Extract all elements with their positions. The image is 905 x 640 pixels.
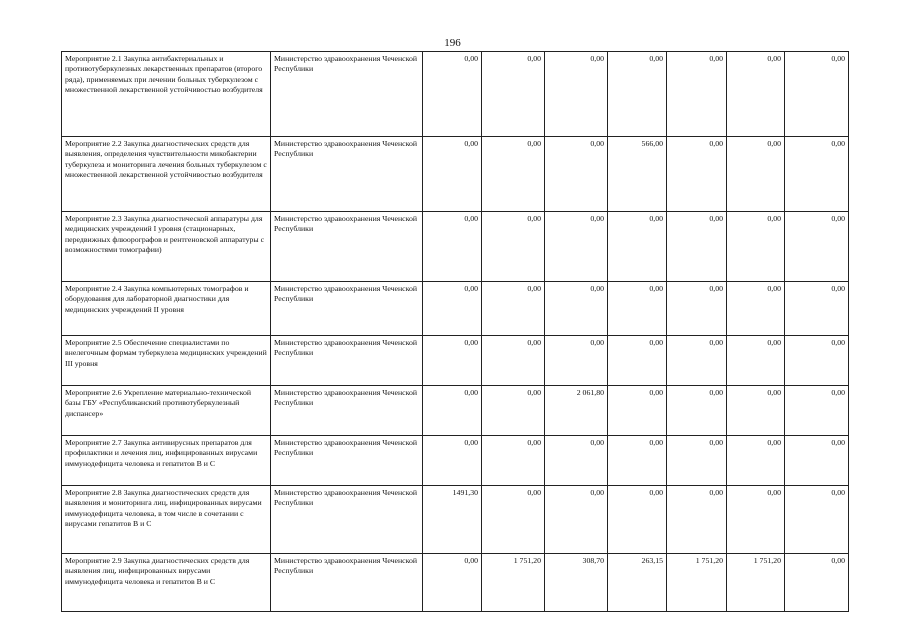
- executor-cell: Министерство здравоохранения Чеченской Республики: [271, 137, 423, 212]
- measure-description-cell: Мероприятие 2.1 Закупка антибактериальных и противотуберкулезных лекарственных препаратов (второго ряда), применяемых при лечении больных туберкулезом с множественной лекарственной устойчивостью возбудителя: [62, 52, 271, 137]
- funding-value-cell: 0,00: [482, 282, 545, 336]
- funding-value-cell: 0,00: [608, 52, 667, 137]
- funding-value-cell: 1 751,20: [667, 554, 727, 612]
- funding-value-cell: 0,00: [482, 336, 545, 386]
- funding-value-cell: 2 061,80: [545, 386, 608, 436]
- funding-value-cell: 0,00: [545, 137, 608, 212]
- table-row: [62, 137, 849, 212]
- executor-cell: Министерство здравоохранения Чеченской Республики: [271, 52, 423, 137]
- funding-value-cell: 0,00: [785, 137, 849, 212]
- funding-value-cell: 0,00: [785, 212, 849, 282]
- measure-description-cell: Мероприятие 2.3 Закупка диагностической аппаратуры для медицинских учреждений I уровня (стационарных, передвижных флюорографов и рентгеновской аппаратуры с возможностями томографии): [62, 212, 271, 282]
- funding-value-cell: 0,00: [545, 212, 608, 282]
- funding-value-cell: 0,00: [667, 486, 727, 554]
- funding-value-cell: 0,00: [727, 386, 785, 436]
- measure-description-cell: Мероприятие 2.8 Закупка диагностических средств для выявления и мониторинга лиц, инфицированных вирусами иммунодефицита человека, в том числе в сочетании с вирусами гепатитов В и С: [62, 486, 271, 554]
- funding-value-cell: 0,00: [727, 52, 785, 137]
- executor-cell: Министерство здравоохранения Чеченской Республики: [271, 386, 423, 436]
- funding-value-cell: 0,00: [608, 436, 667, 486]
- funding-value-cell: 0,00: [423, 52, 482, 137]
- funding-value-cell: 566,00: [608, 137, 667, 212]
- funding-value-cell: 0,00: [785, 486, 849, 554]
- funding-value-cell: 0,00: [423, 336, 482, 386]
- funding-value-cell: 0,00: [608, 212, 667, 282]
- table-body: [62, 52, 849, 612]
- funding-value-cell: 1491,30: [423, 486, 482, 554]
- table-row: [62, 52, 849, 137]
- funding-value-cell: 0,00: [727, 212, 785, 282]
- funding-value-cell: 0,00: [785, 336, 849, 386]
- funding-value-cell: 0,00: [667, 436, 727, 486]
- funding-value-cell: 0,00: [727, 336, 785, 386]
- funding-value-cell: 0,00: [785, 386, 849, 436]
- funding-value-cell: 0,00: [482, 436, 545, 486]
- funding-value-cell: 0,00: [667, 137, 727, 212]
- funding-value-cell: 1 751,20: [482, 554, 545, 612]
- funding-value-cell: 0,00: [423, 282, 482, 336]
- funding-value-cell: 0,00: [482, 386, 545, 436]
- funding-value-cell: 0,00: [667, 336, 727, 386]
- funding-value-cell: 0,00: [785, 52, 849, 137]
- funding-value-cell: 0,00: [545, 436, 608, 486]
- funding-value-cell: 0,00: [482, 137, 545, 212]
- table-row: [62, 336, 849, 386]
- measure-description-cell: Мероприятие 2.2 Закупка диагностических средств для выявления, определения чувствительности микобактерии туберкулеза и мониторинга лечения больных туберкулезом с множественной лекарственной устойчивостью возбудителя: [62, 137, 271, 212]
- measures-table: [61, 51, 849, 612]
- funding-value-cell: 0,00: [785, 554, 849, 612]
- funding-value-cell: 0,00: [482, 212, 545, 282]
- funding-value-cell: 0,00: [785, 436, 849, 486]
- funding-value-cell: 0,00: [727, 282, 785, 336]
- executor-cell: Министерство здравоохранения Чеченской Республики: [271, 336, 423, 386]
- funding-value-cell: 0,00: [667, 212, 727, 282]
- funding-value-cell: 0,00: [667, 282, 727, 336]
- table-row: [62, 436, 849, 486]
- funding-value-cell: 1 751,20: [727, 554, 785, 612]
- executor-cell: Министерство здравоохранения Чеченской Республики: [271, 486, 423, 554]
- executor-cell: Министерство здравоохранения Чеченской Республики: [271, 212, 423, 282]
- funding-value-cell: 0,00: [608, 386, 667, 436]
- funding-value-cell: 0,00: [667, 386, 727, 436]
- executor-cell: Министерство здравоохранения Чеченской Республики: [271, 436, 423, 486]
- executor-cell: Министерство здравоохранения Чеченской Республики: [271, 554, 423, 612]
- funding-value-cell: 0,00: [545, 282, 608, 336]
- executor-cell: Министерство здравоохранения Чеченской Республики: [271, 282, 423, 336]
- funding-value-cell: 0,00: [727, 137, 785, 212]
- measure-description-cell: Мероприятие 2.7 Закупка антивирусных препаратов для профилактики и лечения лиц, инфицированных вирусами иммунодефицита человека и гепатитов В и С: [62, 436, 271, 486]
- measure-description-cell: Мероприятие 2.9 Закупка диагностических средств для выявления лиц, инфицированных вирусами иммунодефицита человека и гепатитов В и С: [62, 554, 271, 612]
- table-row: [62, 386, 849, 436]
- table-row: [62, 282, 849, 336]
- funding-value-cell: 0,00: [608, 336, 667, 386]
- funding-value-cell: 0,00: [727, 436, 785, 486]
- funding-value-cell: 0,00: [423, 436, 482, 486]
- funding-value-cell: 0,00: [545, 52, 608, 137]
- measure-description-cell: Мероприятие 2.4 Закупка компьютерных томографов и оборудования для лабораторной диагностики для медицинских учреждений II уровня: [62, 282, 271, 336]
- funding-value-cell: 0,00: [667, 52, 727, 137]
- measure-description-cell: Мероприятие 2.5 Обеспечение специалистами по внелегочным формам туберкулеза медицинских учреждений III уровня: [62, 336, 271, 386]
- measure-description-cell: Мероприятие 2.6 Укрепление материально-технической базы ГБУ «Республиканский противотуберкулезный диспансер»: [62, 386, 271, 436]
- funding-value-cell: 0,00: [423, 212, 482, 282]
- table-row: [62, 212, 849, 282]
- funding-value-cell: 0,00: [423, 554, 482, 612]
- funding-value-cell: 0,00: [727, 486, 785, 554]
- funding-value-cell: 0,00: [482, 52, 545, 137]
- funding-value-cell: 0,00: [423, 137, 482, 212]
- funding-value-cell: 0,00: [423, 386, 482, 436]
- funding-value-cell: 308,70: [545, 554, 608, 612]
- funding-value-cell: 0,00: [482, 486, 545, 554]
- funding-value-cell: 0,00: [545, 336, 608, 386]
- funding-value-cell: 0,00: [608, 486, 667, 554]
- table-row: [62, 486, 849, 554]
- funding-value-cell: 263,15: [608, 554, 667, 612]
- page-number: 196: [444, 37, 461, 49]
- funding-value-cell: 0,00: [785, 282, 849, 336]
- table-row: [62, 554, 849, 612]
- funding-value-cell: 0,00: [608, 282, 667, 336]
- funding-value-cell: 0,00: [545, 486, 608, 554]
